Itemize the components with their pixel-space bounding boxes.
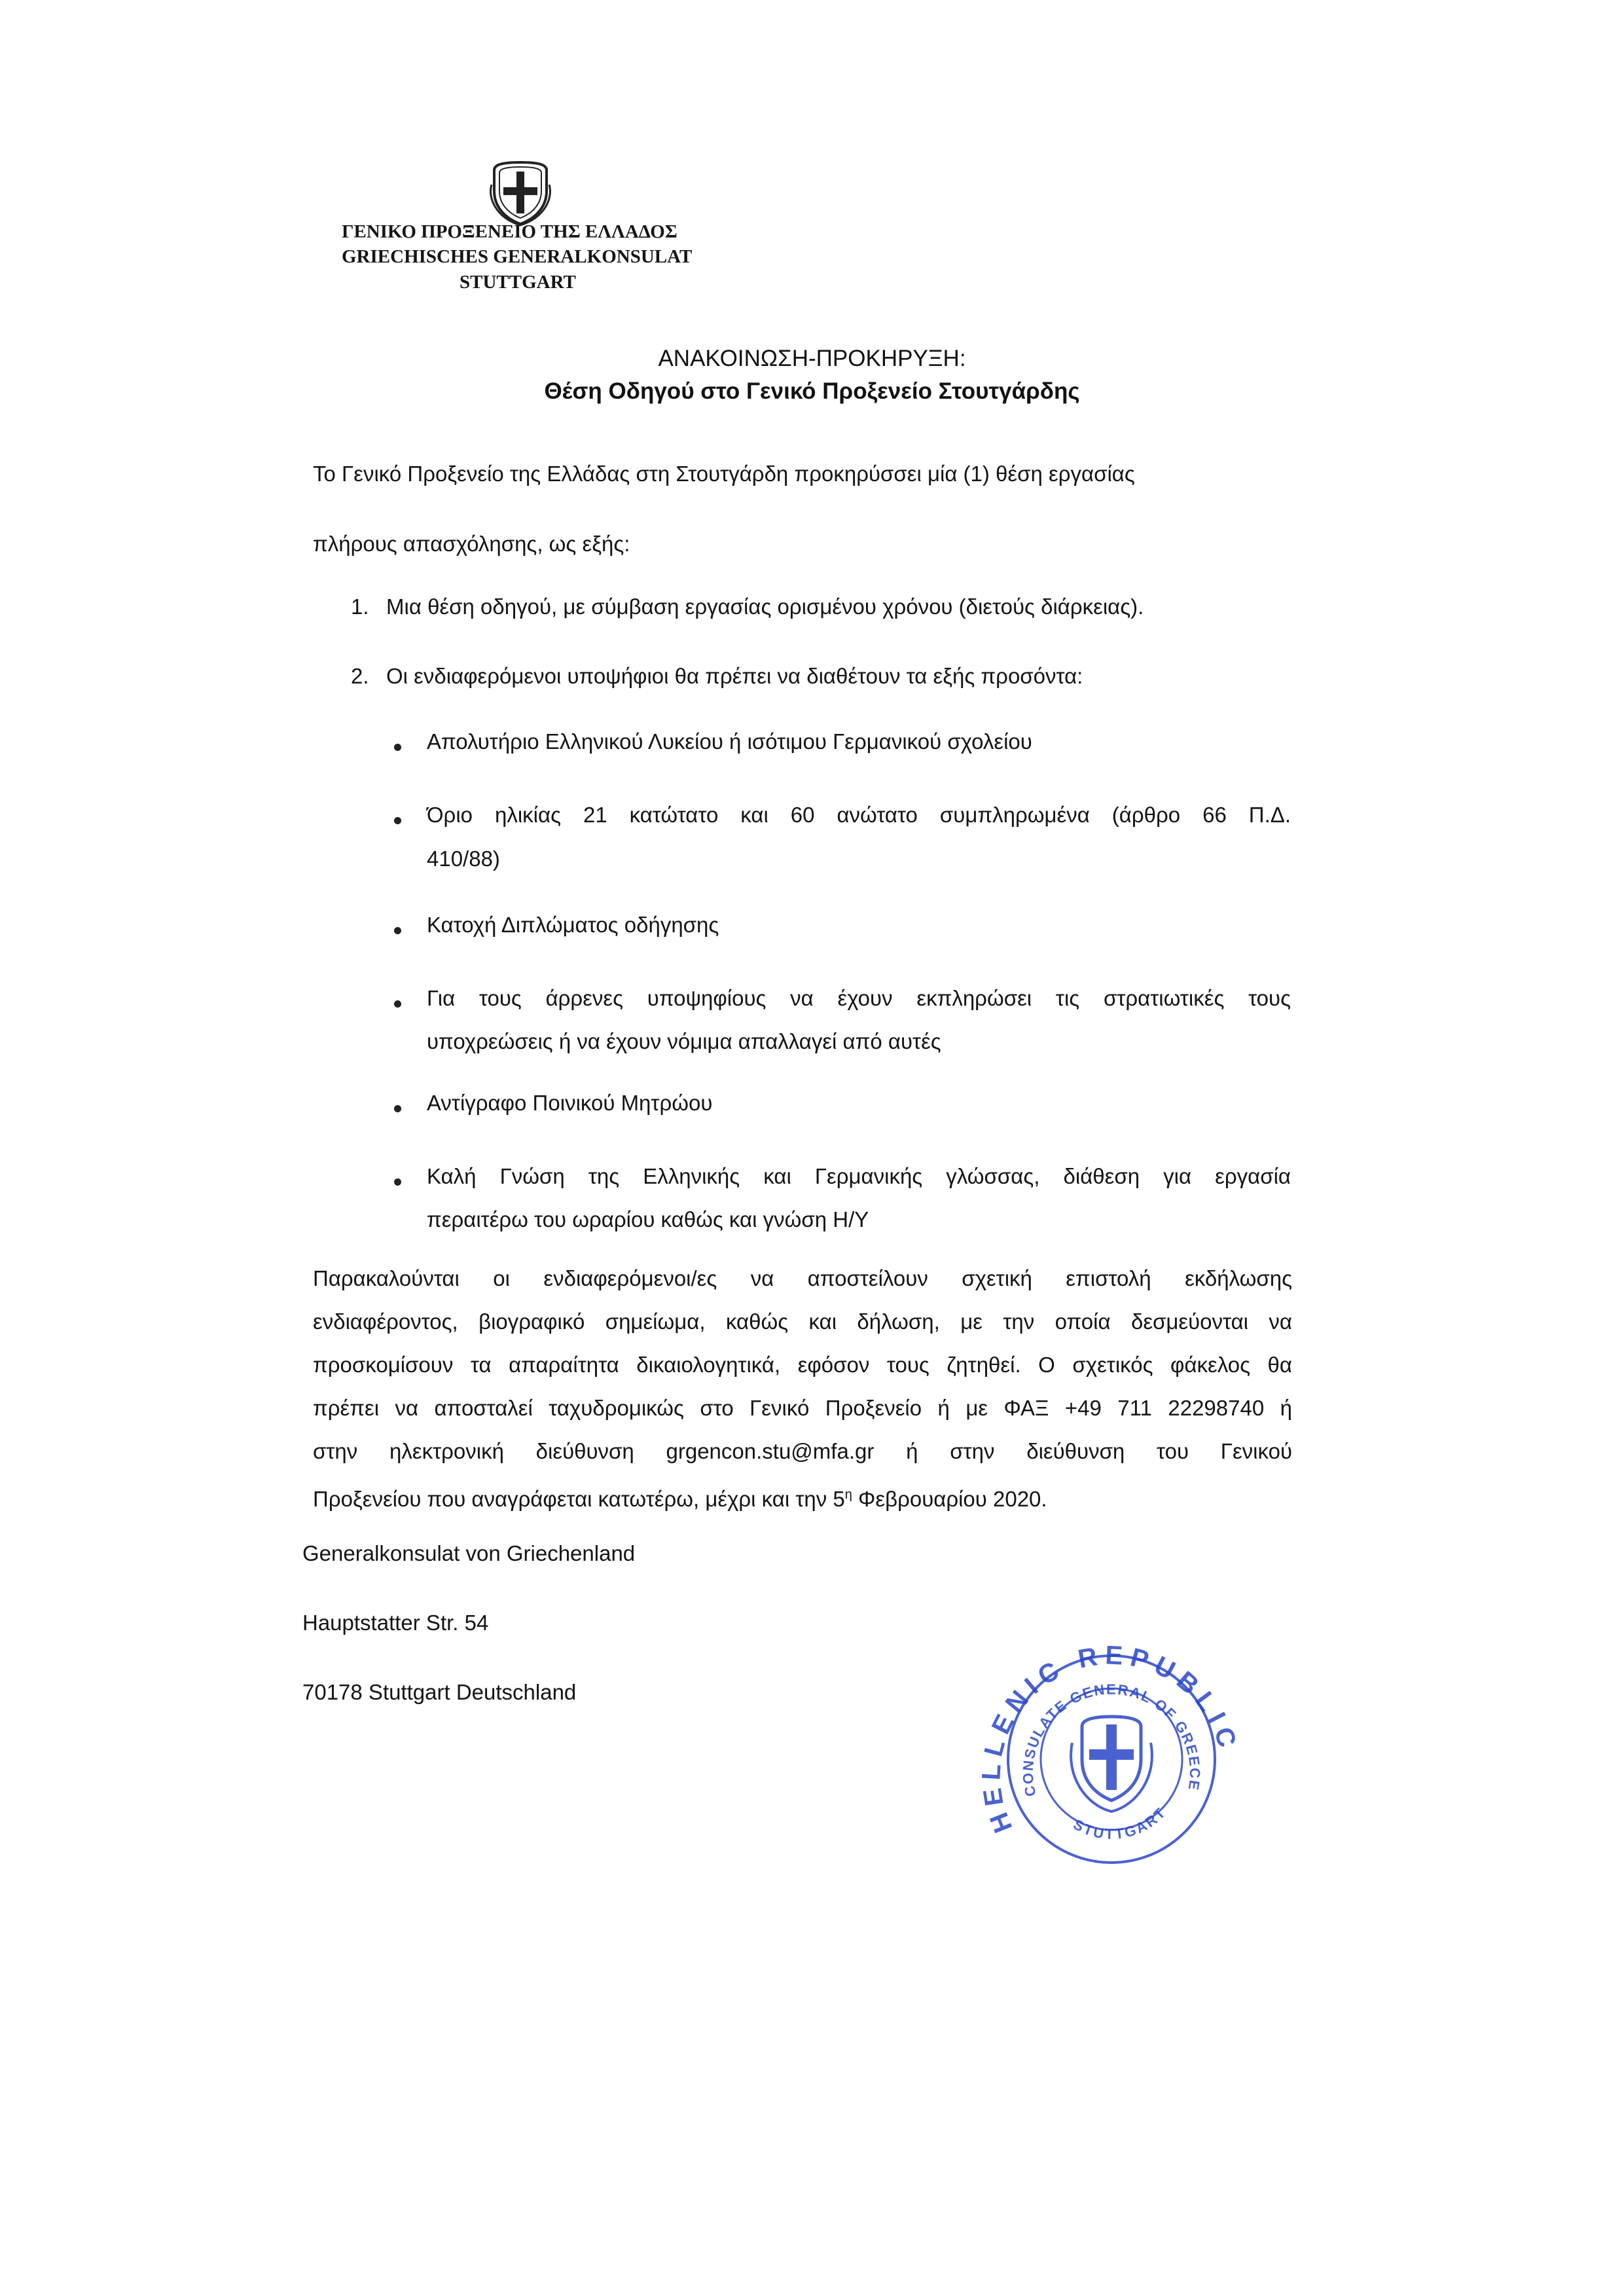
list-number: 1. — [351, 594, 369, 619]
requirement-item-cont: υποχρεώσεις ή να έχουν νόμιμα απαλλαγεί από αυτές — [427, 1029, 941, 1053]
bullet-icon — [394, 1105, 401, 1112]
requirement-item: Καλή Γνώση της Ελληνικής και Γερμανικής γλώσσας, διάθεση για εργασία — [427, 1164, 1291, 1188]
announcement-title: ΑΝΑΚΟΙΝΩΣΗ-ΠΡΟΚΗΡΥΞΗ: — [658, 346, 966, 371]
closing-line: προσκομίσουν τα απαραίτητα δικαιολογητικά, εφόσον τους ζητηθεί. Ο σχετικός φάκελος θα — [313, 1353, 1292, 1377]
letterhead-german: GRIECHISCHES GENERALKONSULAT — [342, 246, 693, 267]
closing-line: πρέπει να αποσταλεί ταχυδρομικώς στο Γενικό Προξενείο ή με ΦΑΞ +49 711 22298740 ή — [313, 1396, 1292, 1420]
letterhead-city: STUTTGART — [460, 272, 576, 293]
requirement-item-cont: περαιτέρω του ωραρίου καθώς και γνώση Η/Υ — [427, 1207, 869, 1231]
ordinal-suffix: η — [844, 1487, 852, 1502]
address-street: Hauptstatter Str. 54 — [302, 1611, 489, 1635]
bullet-icon — [394, 1178, 401, 1186]
stamp-outer-text: HELLENIC REPUBLIC — [977, 1641, 1244, 1837]
bullet-icon — [394, 744, 401, 751]
stamp-emblem-icon — [1071, 1717, 1152, 1812]
list-number: 2. — [351, 664, 369, 688]
closing-line: Παρακαλούνται οι ενδιαφερόμενοι/ες να αποστείλουν σχετική επιστολή εκδήλωσης — [313, 1266, 1292, 1290]
requirement-item: Αντίγραφο Ποινικού Μητρώου — [427, 1091, 713, 1115]
bullet-icon — [394, 817, 401, 824]
list-item: Μια θέση οδηγού, με σύμβαση εργασίας ορισμένου χρόνου (διετούς διάρκειας). — [386, 594, 1144, 619]
greek-coat-of-arms-icon — [489, 158, 552, 227]
official-stamp — [967, 1612, 1255, 1887]
requirement-item: Όριο ηλικίας 21 κατώτατο και 60 ανώτατο συμπληρωμένα (άρθρο 66 Π.Δ. — [427, 803, 1291, 827]
address-name: Generalkonsulat von Griechenland — [302, 1541, 636, 1565]
requirement-item: Απολυτήριο Ελληνικού Λυκείου ή ισότιμου Γερμανικού σχολείου — [427, 729, 1032, 754]
intro-line: Το Γενικό Προξενείο της Ελλάδας στη Στουτγάρδη προκηρύσσει μία (1) θέση εργασίας — [313, 462, 1135, 486]
bullet-icon — [394, 927, 401, 934]
closing-line-last — [313, 1481, 1292, 1513]
closing-date: Φεβρουαρίου 2020. — [852, 1487, 1047, 1511]
letterhead-greek: ΓΕΝΙΚΟ ΠΡΟΞΕΝΕΙΟ ΤΗΣ ΕΛΛΑΔΟΣ — [342, 221, 677, 242]
announcement-subtitle: Θέση Οδηγού στο Γενικό Προξενείο Στουτγάρδης — [544, 378, 1080, 404]
closing-line: ενδιαφέροντος, βιογραφικό σημείωμα, καθώς και δήλωση, με την οποία δεσμεύονται να — [313, 1309, 1292, 1334]
closing-text: Προξενείου που αναγράφεται κατωτέρω, μέχρι και την 5 — [313, 1487, 845, 1511]
intro-line: πλήρους απασχόλησης, ως εξής: — [313, 532, 630, 556]
requirement-item: Κατοχή Διπλώματος οδήγησης — [427, 913, 719, 937]
stamp-city-text: STUTTGART — [1070, 1803, 1170, 1842]
closing-line: στην ηλεκτρονική διεύθυνση grgencon.stu@mfa.gr ή στην διεύθυνση του Γενικού — [313, 1439, 1292, 1463]
bullet-icon — [394, 1000, 401, 1008]
list-item: Οι ενδιαφερόμενοι υποψήφιοι θα πρέπει να διαθέτουν τα εξής προσόντα: — [386, 664, 1083, 688]
stamp-inner-text: CONSULATE GENERAL OF GREECE — [1019, 1681, 1204, 1798]
requirement-item-cont: 410/88) — [427, 847, 500, 871]
address-city: 70178 Stuttgart Deutschland — [302, 1680, 577, 1704]
requirement-item: Για τους άρρενες υποψηφίους να έχουν εκπληρώσει τις στρατιωτικές τους — [427, 986, 1291, 1010]
